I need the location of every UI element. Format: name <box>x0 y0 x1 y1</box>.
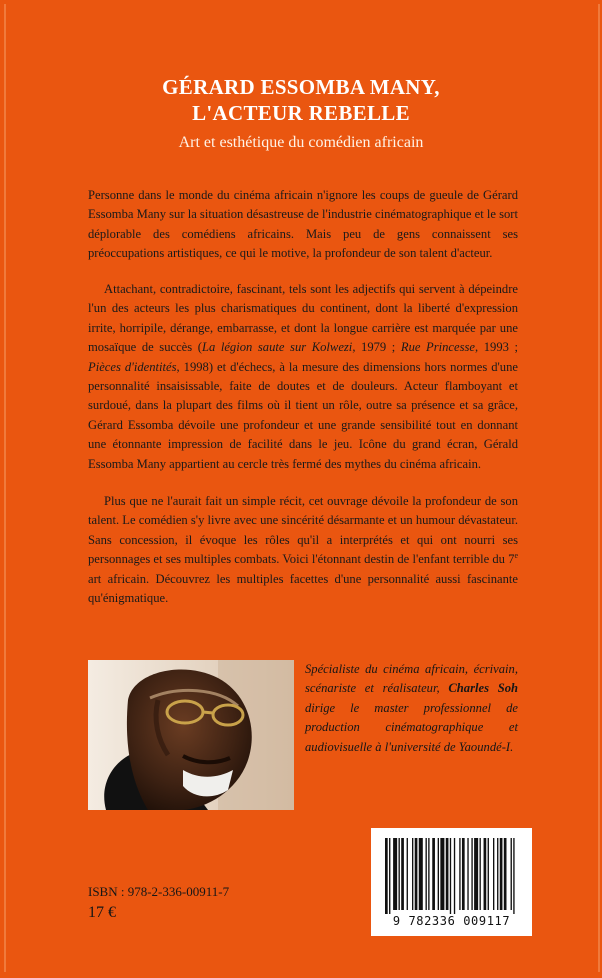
barcode <box>371 828 532 936</box>
barcode-bar <box>480 838 481 910</box>
barcode-bar <box>504 838 507 910</box>
author-bio-text: Spécialiste du cinéma africain, écrivain, scénariste et réalisateur, <box>305 662 518 696</box>
barcode-bar <box>428 838 429 910</box>
barcode-bar <box>450 838 451 914</box>
blurb-text: , 1979 ; <box>352 340 401 355</box>
blurb-text: art africain. Découvrez les multiples facettes d'une personnalité aussi fascinante qu'énigmatique. <box>88 571 518 606</box>
barcode-bar <box>493 838 494 910</box>
author-name: Charles Soh <box>448 681 519 696</box>
barcode-bar <box>385 838 388 914</box>
barcode-bar <box>393 838 397 910</box>
barcode-bar <box>440 838 444 910</box>
barcode-bar <box>407 838 408 910</box>
author-portrait-image <box>88 660 294 810</box>
barcode-bar <box>419 838 423 910</box>
barcode-bar <box>438 838 439 910</box>
book-subtitle: Art et esthétique du comédien africain <box>178 134 424 151</box>
barcode-digits: 9 782336 009117 <box>392 914 511 928</box>
barcode-bar <box>500 838 503 910</box>
isbn: ISBN : 978-2-336-00911-7 <box>88 884 230 899</box>
blurb-paragraph-2 <box>88 280 518 474</box>
barcode-bar <box>474 838 478 910</box>
blurb-paragraph-1: Personne dans le monde du cinéma africain n'ignore les coups de gueule de Gérard Essomba Many sur la situation désastreuse de l'industrie cinématographique et le sort déplorable des comédiens africains. Mais peu de gens connaissent ses préoccupations artistiques, ce qui le motive, la profondeur de son talent d'acteur. <box>88 188 519 261</box>
price: 17 € <box>88 904 116 921</box>
barcode-bar <box>488 838 489 910</box>
blurb-text: Attachant, contradictoire, fascinant, tels sont les adjectifs qui servent à dépeindre l'un des acteurs les plus charismatiques du continent, dont la liberté d'expression irrite, horripile, dérange, embarrasse, et dont la longue carrière est marquée par une mosaïque de succès ( <box>88 282 518 355</box>
blurb-text: , 1993 ; <box>475 340 519 355</box>
barcode-bar <box>462 838 465 910</box>
film-title: Pièces d'identités <box>88 359 177 374</box>
barcode-bar <box>513 838 514 914</box>
barcode-bar <box>415 838 418 910</box>
barcode-bar <box>412 838 413 910</box>
barcode-bar <box>459 838 460 910</box>
barcode-bar <box>454 838 455 914</box>
blurb-text: , 1998) et d'échecs, à la mesure des dimensions hors normes d'une personnalité insaisissable, faite de doutes et de douleurs. Acteur flamboyant et surdoué, dans la plupart des films où il tient un rôle, outre sa présence et sa grâce, Gérard Essomba dévoile une profondeur et une grande sensibilité tout en donnant une étonnante impression de facilité dans le jeu. Icône du grand écran, Gérald Essomba Many appartient au cercle très fermé des mythes du cinéma africain. <box>88 359 518 471</box>
blurb-paragraph-3 <box>88 492 518 608</box>
author-bio <box>305 660 518 757</box>
barcode-bar <box>471 838 472 910</box>
film-title: Rue Princesse <box>400 340 476 355</box>
barcode-bar <box>401 838 404 910</box>
barcode-bar <box>426 838 427 910</box>
book-title <box>0 74 602 126</box>
title-line-1: GÉRARD ESSOMBA MANY, <box>162 75 440 99</box>
film-title: La légion saute sur Kolwezi <box>201 340 353 355</box>
barcode-bar <box>497 838 498 910</box>
barcode-bar <box>484 838 487 910</box>
barcode-bar <box>432 838 435 910</box>
barcode-bar <box>446 838 449 910</box>
barcode-bar <box>511 838 512 910</box>
title-line-2: L'ACTEUR REBELLE <box>192 101 410 125</box>
barcode-bar <box>399 838 400 910</box>
blurb-text: Plus que ne l'aurait fait un simple récit, cet ouvrage dévoile la profondeur de son talent. Le comédien s'y livre avec une sincérité désarmante et un humour dévastateur. Sans concession, il évoque les rôles qu'il a interprétés et qui ont nourri ses personnages et ses multiples combats. Voici l'étonnant destin de l'enfant terrible du 7 <box>88 494 518 567</box>
author-photo <box>88 660 294 810</box>
barcode-bar <box>389 838 390 914</box>
barcode-bar <box>467 838 468 910</box>
author-bio-text: dirige le master professionnel de production cinématographique et audiovisuelle à l'université de Yaoundé-I. <box>305 700 518 754</box>
ordinal-suffix: e <box>514 551 518 561</box>
